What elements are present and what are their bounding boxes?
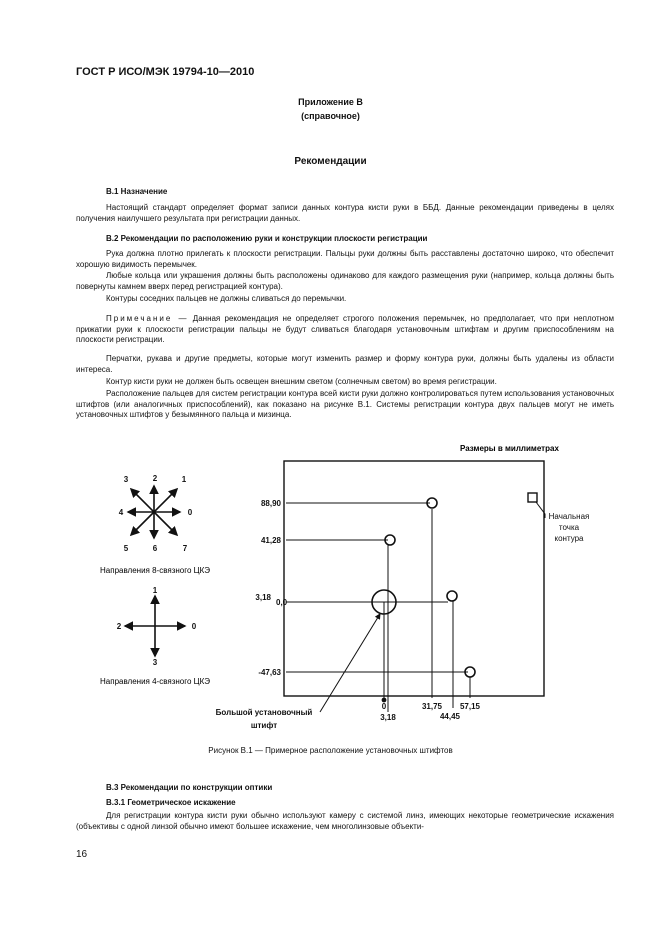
dimension-lines	[286, 503, 470, 712]
dir8-label: 0	[187, 508, 193, 517]
dir8-arrow-3	[131, 489, 154, 512]
note-b2	[76, 314, 614, 346]
svg-text:точка: точка	[558, 523, 580, 532]
big-pin-label	[216, 708, 313, 730]
registration-plane	[284, 461, 544, 696]
section-title: Рекомендации	[294, 156, 367, 167]
units-note: Размеры в миллиметрах	[460, 444, 559, 453]
y-label: 0,0	[276, 598, 288, 607]
dir8-caption: Направления 8-связного ЦКЭ	[100, 566, 210, 575]
document-header: ГОСТ Р ИСО/МЭК 19794-10—2010	[76, 66, 255, 78]
appendix-title: Приложение В	[298, 97, 363, 107]
paragraph-b2-5: Контур кисти руки не должен быть освещен внешним светом (солнечным светом) во время регистрации.	[106, 377, 497, 386]
dir4-label: 3	[152, 658, 158, 667]
note-text: Данная рекомендация не определяет строгого положения перемычек, но предполагает, что при неплотном прижатии руки к плоскости регистрации пальцы не будут сливаться благодаря установочным штифтам и другим приспособлениям на плоскости регистрации.	[76, 314, 615, 344]
x-label: 31,75	[421, 702, 443, 711]
page-number: 16	[76, 849, 88, 860]
dir8-label: 6	[152, 544, 158, 553]
pins	[372, 498, 475, 677]
chain-code-4	[125, 596, 185, 656]
svg-text:штифт: штифт	[250, 721, 278, 730]
dir4-label: 0	[191, 622, 197, 631]
y-label: 41,28	[260, 536, 281, 545]
figure-caption: Рисунок В.1 — Примерное расположение установочных штифтов	[208, 746, 453, 755]
dir4-label: 1	[152, 586, 158, 595]
big-pin-leader	[320, 614, 380, 712]
x-label: 0	[381, 702, 387, 711]
pin	[447, 591, 457, 601]
dir8-label: 4	[118, 508, 124, 517]
heading-b3-1: В.3.1 Геометрическое искажение	[106, 798, 236, 807]
note-label: Примечание —	[106, 314, 189, 323]
heading-b2: В.2 Рекомендации по расположению руки и конструкции плоскости регистрации	[106, 234, 428, 243]
heading-b3: В.3 Рекомендации по конструкции оптики	[106, 783, 273, 792]
y-label: 3,18	[255, 593, 271, 602]
svg-text:Большой установочный: Большой установочный	[215, 708, 313, 717]
paragraph-b2-6: Расположение пальцев для систем регистрации контура всей кисти руки должно контролироваться путем использования установочных штифтов (или аналогичных приспособлений), как показано на рисунке В.1. Системы регистрации контура двух пальцев могут не иметь установочных штифтов у безымянного пальца и мизинца.	[76, 389, 614, 419]
heading-b1: В.1 Назначение	[106, 187, 168, 196]
dir8-label: 1	[181, 475, 187, 484]
x-label: 44,45	[439, 712, 461, 721]
x-label: 3,18	[380, 713, 396, 722]
chain-code-8	[128, 486, 180, 538]
figure-b1	[0, 430, 661, 740]
dir8-label: 7	[182, 544, 188, 553]
paragraph-b1-1: Настоящий стандарт определяет формат записи данных контура кисти руки в ББД. Данные рекомендации приведены в целях получения наилучшего результата при регистрации данных.	[76, 203, 614, 223]
dir8-label: 2	[152, 474, 158, 483]
start-point-marker	[528, 493, 537, 502]
paragraph-b2-1: Рука должна плотно прилегать к плоскости регистрации. Пальцы руки должны быть расставлены достаточно широко, что обеспечит хорошую видимость перемычек.	[76, 249, 614, 269]
y-label: 88,90	[260, 499, 281, 508]
dir4-label: 2	[116, 622, 122, 631]
dir8-arrow-1	[154, 489, 177, 512]
dir8-arrow-7	[154, 512, 177, 535]
paragraph-b2-3: Контуры соседних пальцев не должны сливаться до перемычки.	[106, 294, 347, 303]
appendix-type: (справочное)	[301, 111, 360, 121]
dir8-arrow-5	[131, 512, 154, 535]
dir8-label: 3	[123, 475, 129, 484]
dir8-label: 5	[123, 544, 129, 553]
y-label: -47,63	[258, 668, 281, 677]
paragraph-b2-4: Перчатки, рукава и другие предметы, которые могут изменить размер и форму контура руки, должны быть удалены из области интереса.	[76, 354, 614, 374]
paragraph-b3-1: Для регистрации контура кисти руки обычно используют камеру с системой линз, имеющих некоторые геометрические искажения (объективы с одной линзой обычно имеют большее искажение, чем многолинзовые объекти-	[76, 811, 614, 831]
svg-text:Начальная: Начальная	[548, 512, 590, 521]
x-label: 57,15	[459, 702, 481, 711]
start-point-label	[549, 512, 590, 543]
paragraph-b2-2: Любые кольца или украшения должны быть расположены одинаково для каждого размещения руки (например, кольца должны быть повернуты камнем вверх перед регистрацией контура).	[76, 271, 614, 291]
svg-text:контура: контура	[554, 534, 584, 543]
dir4-caption: Направления 4-связного ЦКЭ	[100, 677, 210, 686]
